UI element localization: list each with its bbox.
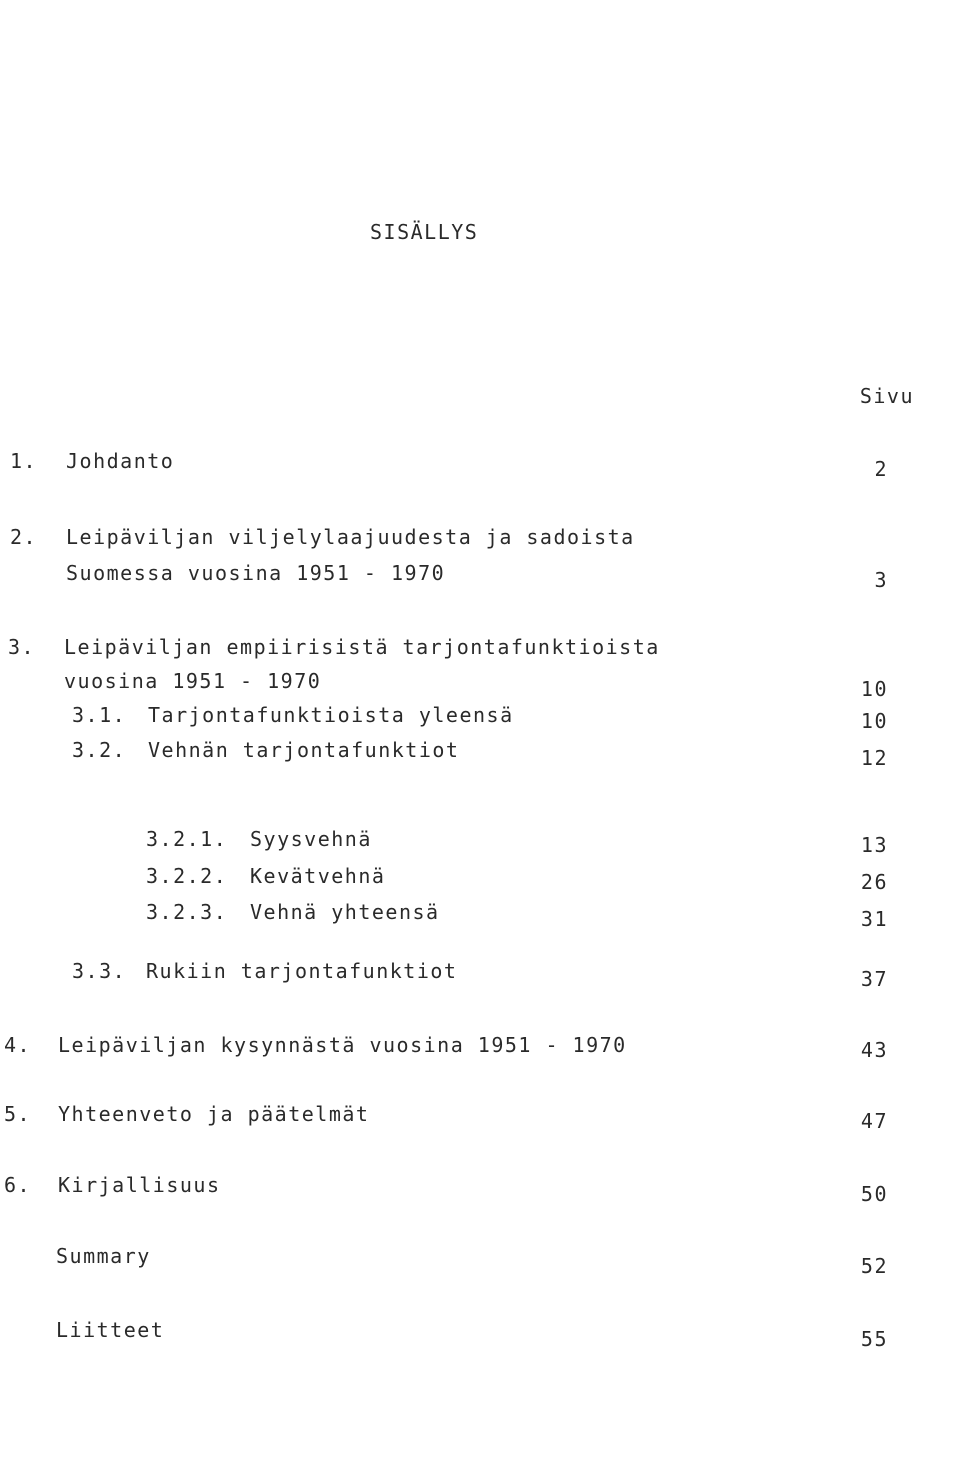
- entry-number: 3.2.: [72, 738, 127, 762]
- entry-page: 10: [860, 677, 888, 701]
- entry-title: Syysvehnä: [250, 827, 372, 851]
- entry-page: 26: [860, 870, 888, 894]
- toc-heading: SISÄLLYS: [370, 220, 479, 244]
- entry-number: 5.: [4, 1102, 32, 1126]
- entry-title: Kirjallisuus: [58, 1173, 221, 1197]
- entry-title: Summary: [56, 1244, 151, 1268]
- entry-number: 3.2.3.: [146, 900, 228, 924]
- entry-number: 4.: [4, 1033, 32, 1057]
- entry-page: 12: [860, 746, 888, 770]
- entry-title: Vehnä yhteensä: [250, 900, 440, 924]
- entry-number: 6.: [4, 1173, 32, 1197]
- entry-title: Tarjontafunktioista yleensä: [148, 703, 514, 727]
- entry-page: 43: [860, 1038, 888, 1062]
- entry-number: 3.2.1.: [146, 827, 228, 851]
- entry-page: 37: [860, 967, 888, 991]
- entry-title: Leipäviljan viljelylaajuudesta ja sadoista: [66, 525, 635, 549]
- entry-page: 47: [860, 1109, 888, 1133]
- entry-number: 2.: [10, 525, 38, 549]
- entry-number: 1.: [10, 449, 38, 473]
- entry-title: Rukiin tarjontafunktiot: [146, 959, 458, 983]
- entry-title: Kevätvehnä: [250, 864, 386, 888]
- entry-title: Leipäviljan kysynnästä vuosina 1951 - 1970: [58, 1033, 627, 1057]
- entry-title: Vehnän tarjontafunktiot: [148, 738, 460, 762]
- entry-title: Liitteet: [56, 1318, 165, 1342]
- entry-page: 2: [874, 457, 888, 481]
- entry-page: 10: [860, 709, 888, 733]
- entry-number: 3.2.2.: [146, 864, 228, 888]
- entry-title-continued: vuosina 1951 - 1970: [64, 669, 322, 693]
- entry-page: 50: [860, 1182, 888, 1206]
- entry-page: 52: [860, 1254, 888, 1278]
- entry-number: 3.1.: [72, 703, 127, 727]
- entry-number: 3.3.: [72, 959, 127, 983]
- entry-title-continued: Suomessa vuosina 1951 - 1970: [66, 561, 446, 585]
- entry-number: 3.: [8, 635, 36, 659]
- entry-page: 55: [860, 1327, 888, 1351]
- entry-title: Leipäviljan empiirisistä tarjontafunktioista: [64, 635, 660, 659]
- entry-title: Yhteenveto ja päätelmät: [58, 1102, 370, 1126]
- page-column-label: Sivu: [859, 384, 914, 408]
- entry-title: Johdanto: [66, 449, 175, 473]
- entry-page: 31: [860, 907, 888, 931]
- entry-page: 3: [874, 568, 888, 592]
- entry-page: 13: [860, 833, 888, 857]
